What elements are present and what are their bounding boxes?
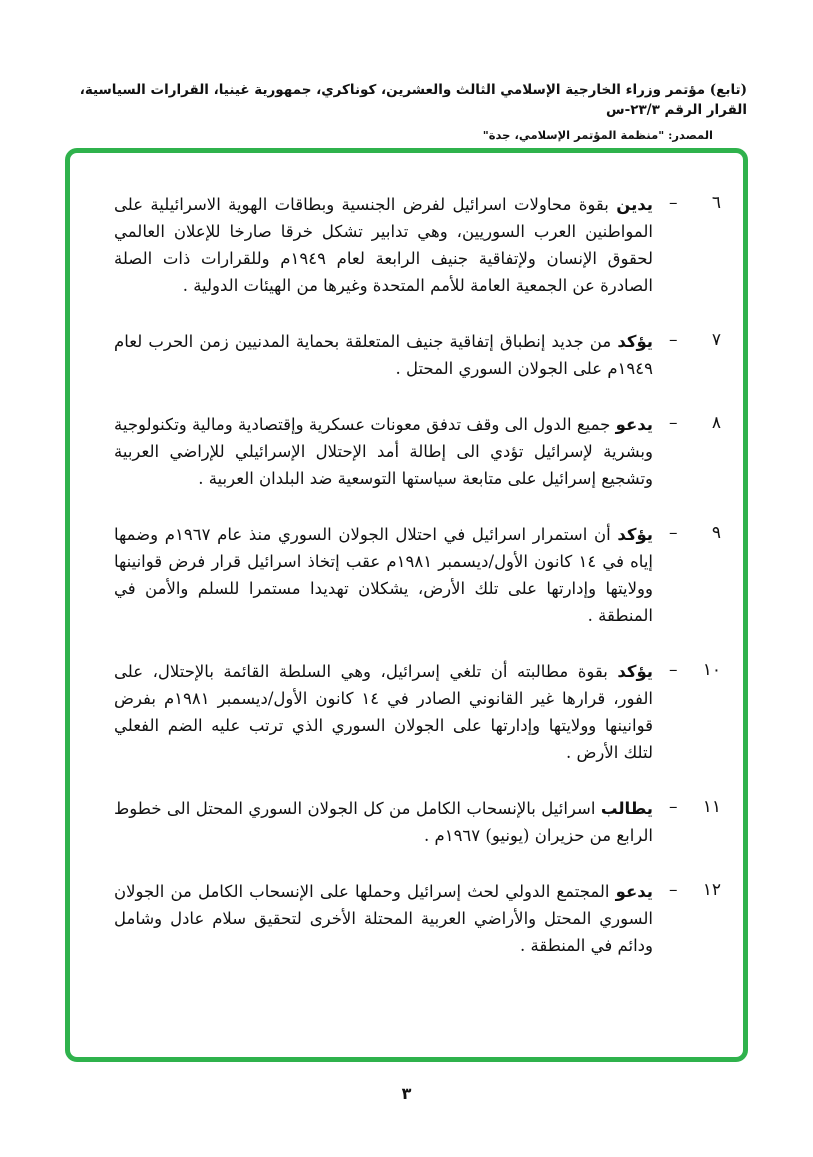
clause-body-text: من جديد إنطباق إتفاقية جنيف المتعلقة بحماية المدنيين زمن الحرب لعام ١٩٤٩م على الجولان السوري المحتل . (114, 332, 653, 378)
clause-number-digit: ٨ (711, 413, 721, 433)
resolution-clause (114, 328, 721, 382)
clause-lead-word: يدعو (615, 415, 653, 434)
clause-text (114, 878, 653, 959)
resolution-clause (114, 411, 721, 492)
clause-number-digit: ١٢ (702, 880, 721, 900)
clause-number (669, 521, 721, 629)
clause-lead-word: يؤكد (617, 525, 653, 544)
clause-number-dash: – (669, 880, 678, 900)
resolution-clause (114, 795, 721, 849)
clause-text (114, 795, 653, 849)
clause-number-dash: – (669, 330, 678, 350)
clause-lead-word: يدين (616, 195, 653, 214)
clause-lead-word: يدعو (615, 882, 653, 901)
clause-body-text: بقوة محاولات اسرائيل لفرض الجنسية وبطاقات الهوية الاسرائيلية على المواطنين العرب السوريين، وهي تدابير تشكل خرقا صارخا للإعلان العالمي لحقوق الإنسان ولإتفاقية جنيف الرابعة لعام ١٩٤٩م وللقرارات ذات الصلة الصادرة عن الجمعية العامة للأمم المتحدة وغيرها من الهيئات الدولية . (114, 195, 653, 295)
clause-lead-word: يؤكد (617, 332, 653, 351)
clause-lead-word: يؤكد (617, 662, 653, 681)
clause-text (114, 411, 653, 492)
clause-number (669, 878, 721, 959)
clause-number-dash: – (669, 193, 678, 213)
clause-number (669, 658, 721, 766)
page-number: ٣ (401, 1084, 412, 1103)
clause-lead-word: يطالب (600, 799, 654, 818)
content-border-box (65, 148, 748, 1062)
clause-number-digit: ١١ (702, 797, 721, 817)
resolution-clause (114, 191, 721, 299)
clause-number (669, 328, 721, 382)
clause-text (114, 658, 653, 766)
clause-body-text: أن استمرار اسرائيل في احتلال الجولان السوري منذ عام ١٩٦٧م وضمها إياه في ١٤ كانون الأول/ديسمبر ١٩٨١م عقب إتخاذ اسرائيل قرار فرض قوانينها وولايتها وإدارتها على تلك الأرض، يشكلان تهديدا مستمرا للسلم والأمن في المنطقة . (114, 525, 653, 625)
clause-text (114, 191, 653, 299)
clause-number-dash: – (669, 413, 678, 433)
resolution-clause (114, 878, 721, 959)
clause-body-text: المجتمع الدولي لحث إسرائيل وحملها على الإنسحاب الكامل من الجولان السوري المحتل والأراضي العربية المحتلة الأخرى لتحقيق سلام عادل وشامل ودائم في المنطقة . (114, 882, 653, 955)
header-source: المصدر: "منظمة المؤتمر الإسلامي، جدة" (482, 127, 713, 142)
clause-number-digit: ١٠ (702, 660, 721, 680)
clause-body-text: جميع الدول الى وقف تدفق معونات عسكرية وإقتصادية ومالية وتكنولوجية وبشرية لإسرائيل تؤدي الى إطالة أمد الإحتلال الإسرائيلي للإراضي العربية وتشجيع إسرائيل على متابعة سياستها التوسعية ضد البلدان العربية . (114, 415, 653, 488)
clause-number-dash: – (669, 797, 678, 817)
clause-number-digit: ٦ (711, 193, 721, 213)
clause-text (114, 328, 653, 382)
clause-number (669, 795, 721, 849)
clause-text (114, 521, 653, 629)
document-header (52, 80, 747, 142)
clause-number-dash: – (669, 523, 678, 543)
clause-number-digit: ٩ (711, 523, 721, 543)
clause-number (669, 411, 721, 492)
header-title: (تابع) مؤتمر وزراء الخارجية الإسلامي الثالث والعشرين، كوناكري، جمهورية غينيا، القرارات السياسية، القرار الرقم ٢٣/٣-س (79, 82, 747, 119)
clause-number-dash: – (669, 660, 678, 680)
clause-body-text: اسرائيل بالإنسحاب الكامل من كل الجولان السوري المحتل الى خطوط الرابع من حزيران (يونيو) ١٩٦٧م . (114, 799, 653, 845)
clause-body-text: بقوة مطالبته أن تلغي إسرائيل، وهي السلطة القائمة بالإحتلال، على الفور، قرارها غير القانوني الصادر في ١٤ كانون الأول/ديسمبر ١٩٨١م بفرض قوانينها وولايتها وإدارتها على الجولان السوري الذي ترتب عليه الضم الفعلي لتلك الأرض . (114, 662, 653, 762)
clause-number-digit: ٧ (711, 330, 721, 350)
resolution-clause (114, 521, 721, 629)
resolution-clause (114, 658, 721, 766)
clause-number (669, 191, 721, 299)
